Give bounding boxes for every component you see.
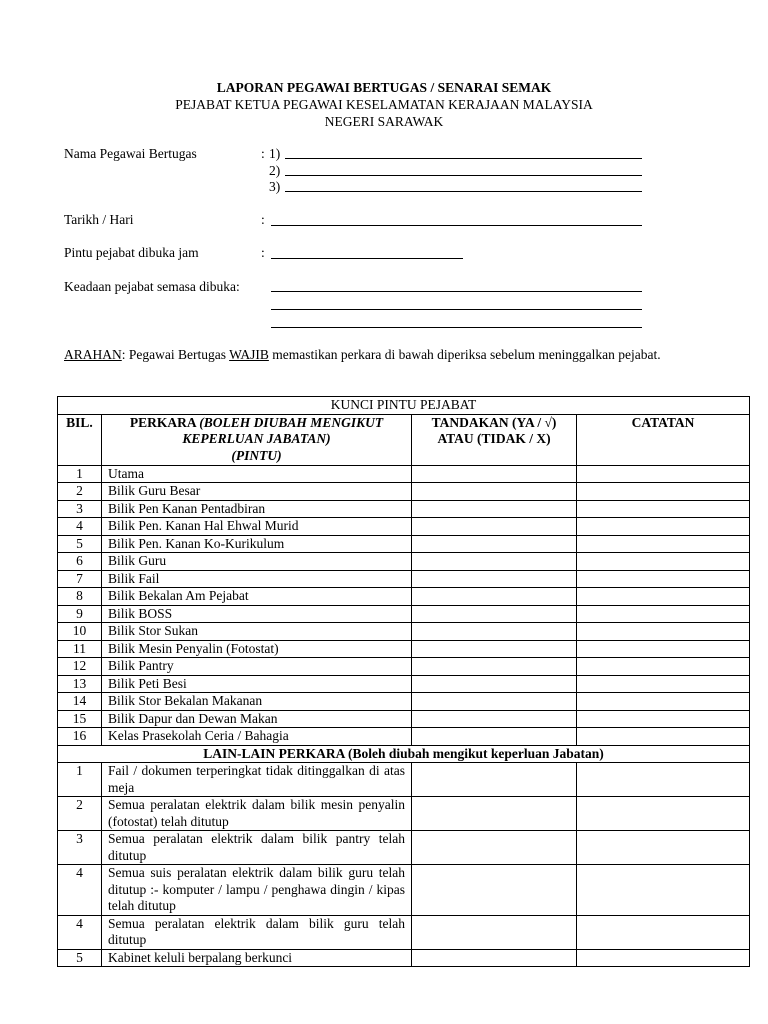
other-item: Semua suis peralatan elektrik dalam bilik guru telah ditutup :- komputer / lampu / penghawa dingin / kipas telah ditutup bbox=[102, 865, 412, 916]
door-no: 11 bbox=[58, 640, 102, 658]
door-no: 12 bbox=[58, 658, 102, 676]
instruction-paragraph bbox=[64, 346, 739, 364]
door-mark-cell[interactable] bbox=[412, 640, 577, 658]
door-row bbox=[58, 728, 750, 746]
door-open-time-field[interactable] bbox=[271, 258, 463, 259]
other-mark-cell[interactable] bbox=[412, 831, 577, 865]
instruction-text-b: memastikan perkara di bawah diperiksa sebelum meninggalkan pejabat. bbox=[268, 347, 661, 362]
office-condition-label: Keadaan pejabat semasa dibuka: bbox=[64, 279, 240, 294]
office-name: PEJABAT KETUA PEGAWAI KESELAMATAN KERAJAAN MALAYSIA bbox=[175, 97, 593, 112]
other-row bbox=[58, 949, 750, 967]
section-title-row bbox=[58, 397, 750, 415]
other-notes-cell[interactable] bbox=[577, 797, 750, 831]
door-mark-cell[interactable] bbox=[412, 710, 577, 728]
door-no: 5 bbox=[58, 535, 102, 553]
door-mark-cell[interactable] bbox=[412, 518, 577, 536]
door-notes-cell[interactable] bbox=[577, 640, 750, 658]
other-mark-cell[interactable] bbox=[412, 865, 577, 916]
door-item: Utama bbox=[102, 465, 412, 483]
door-item: Bilik BOSS bbox=[102, 605, 412, 623]
instruction-text-a: : Pegawai Bertugas bbox=[121, 347, 230, 362]
door-notes-cell[interactable] bbox=[577, 553, 750, 571]
door-row bbox=[58, 710, 750, 728]
other-no: 5 bbox=[58, 949, 102, 967]
other-item: Kabinet keluli berpalang berkunci bbox=[102, 949, 412, 967]
door-item: Kelas Prasekolah Ceria / Bahagia bbox=[102, 728, 412, 746]
door-item: Bilik Pen. Kanan Ko-Kurikulum bbox=[102, 535, 412, 553]
door-row bbox=[58, 465, 750, 483]
door-no: 10 bbox=[58, 623, 102, 641]
other-row bbox=[58, 865, 750, 916]
door-no: 4 bbox=[58, 518, 102, 536]
door-item: Bilik Mesin Penyalin (Fotostat) bbox=[102, 640, 412, 658]
other-item: Fail / dokumen terperingkat tidak ditinggalkan di atas meja bbox=[102, 763, 412, 797]
door-no: 3 bbox=[58, 500, 102, 518]
door-item: Bilik Bekalan Am Pejabat bbox=[102, 588, 412, 606]
door-no: 8 bbox=[58, 588, 102, 606]
date-colon: : bbox=[261, 212, 265, 227]
other-no: 4 bbox=[58, 865, 102, 916]
office-condition-field-2[interactable] bbox=[271, 309, 642, 310]
date-field[interactable] bbox=[271, 225, 642, 226]
door-item: Bilik Guru Besar bbox=[102, 483, 412, 501]
col-header-no: BIL. bbox=[58, 414, 102, 465]
instruction-must: WAJIB bbox=[229, 347, 269, 362]
officer-colon: : bbox=[261, 146, 265, 161]
other-item: Semua peralatan elektrik dalam bilik pantry telah ditutup bbox=[102, 831, 412, 865]
other-no: 2 bbox=[58, 797, 102, 831]
door-notes-cell[interactable] bbox=[577, 693, 750, 711]
officer-num-2: 2) bbox=[269, 163, 281, 178]
door-no: 2 bbox=[58, 483, 102, 501]
door-item: Bilik Peti Besi bbox=[102, 675, 412, 693]
door-notes-cell[interactable] bbox=[577, 570, 750, 588]
door-no: 15 bbox=[58, 710, 102, 728]
door-notes-cell[interactable] bbox=[577, 675, 750, 693]
door-mark-cell[interactable] bbox=[412, 588, 577, 606]
other-notes-cell[interactable] bbox=[577, 865, 750, 916]
door-row bbox=[58, 675, 750, 693]
door-mark-cell[interactable] bbox=[412, 693, 577, 711]
other-no: 3 bbox=[58, 831, 102, 865]
door-no: 1 bbox=[58, 465, 102, 483]
door-row bbox=[58, 640, 750, 658]
officer-label: Nama Pegawai Bertugas bbox=[64, 146, 197, 161]
door-no: 14 bbox=[58, 693, 102, 711]
door-row bbox=[58, 693, 750, 711]
other-mark-cell[interactable] bbox=[412, 763, 577, 797]
door-notes-cell[interactable] bbox=[577, 588, 750, 606]
door-notes-cell[interactable] bbox=[577, 535, 750, 553]
door-open-label: Pintu pejabat dibuka jam bbox=[64, 245, 199, 260]
door-row bbox=[58, 623, 750, 641]
other-item: Semua peralatan elektrik dalam bilik mesin penyalin (fotostat) telah ditutup bbox=[102, 797, 412, 831]
officer-num-1: 1) bbox=[269, 146, 281, 161]
officer-field-1[interactable] bbox=[285, 158, 642, 159]
col-header-item-sub: (PINTU) bbox=[231, 447, 282, 463]
door-row bbox=[58, 605, 750, 623]
door-item: Bilik Pen. Kanan Hal Ehwal Murid bbox=[102, 518, 412, 536]
door-row bbox=[58, 518, 750, 536]
other-notes-cell[interactable] bbox=[577, 763, 750, 797]
other-notes-cell[interactable] bbox=[577, 915, 750, 949]
door-notes-cell[interactable] bbox=[577, 658, 750, 676]
report-title: LAPORAN PEGAWAI BERTUGAS / SENARAI SEMAK bbox=[216, 80, 552, 95]
door-no: 6 bbox=[58, 553, 102, 571]
column-header-row bbox=[58, 414, 750, 465]
door-row bbox=[58, 500, 750, 518]
other-notes-cell[interactable] bbox=[577, 949, 750, 967]
door-row bbox=[58, 570, 750, 588]
door-mark-cell[interactable] bbox=[412, 535, 577, 553]
door-notes-cell[interactable] bbox=[577, 710, 750, 728]
door-notes-cell[interactable] bbox=[577, 728, 750, 746]
door-item: Bilik Pantry bbox=[102, 658, 412, 676]
door-row bbox=[58, 553, 750, 571]
door-mark-cell[interactable] bbox=[412, 483, 577, 501]
door-notes-cell[interactable] bbox=[577, 605, 750, 623]
col-header-mark: TANDAKAN (YA / √) ATAU (TIDAK / X) bbox=[412, 414, 577, 465]
other-row bbox=[58, 763, 750, 797]
door-row bbox=[58, 483, 750, 501]
checklist-table bbox=[57, 396, 750, 967]
other-mark-cell[interactable] bbox=[412, 915, 577, 949]
door-notes-cell[interactable] bbox=[577, 483, 750, 501]
other-no: 1 bbox=[58, 763, 102, 797]
door-mark-cell[interactable] bbox=[412, 500, 577, 518]
other-no: 4 bbox=[58, 915, 102, 949]
door-mark-cell[interactable] bbox=[412, 623, 577, 641]
door-mark-cell[interactable] bbox=[412, 728, 577, 746]
other-row bbox=[58, 797, 750, 831]
door-mark-cell[interactable] bbox=[412, 675, 577, 693]
date-label: Tarikh / Hari bbox=[64, 212, 134, 227]
door-notes-cell[interactable] bbox=[577, 623, 750, 641]
door-notes-cell[interactable] bbox=[577, 518, 750, 536]
col-header-item-main: PERKARA bbox=[129, 414, 200, 430]
door-item: Bilik Pen Kanan Pentadbiran bbox=[102, 500, 412, 518]
checklist-table-body bbox=[58, 397, 750, 967]
officer-field-3[interactable] bbox=[285, 191, 642, 192]
door-no: 9 bbox=[58, 605, 102, 623]
other-mark-cell[interactable] bbox=[412, 949, 577, 967]
instruction-label: ARAHAN bbox=[64, 347, 122, 362]
door-item: Bilik Stor Bekalan Makanan bbox=[102, 693, 412, 711]
door-open-colon: : bbox=[261, 245, 265, 260]
door-no: 16 bbox=[58, 728, 102, 746]
door-mark-cell[interactable] bbox=[412, 553, 577, 571]
door-mark-cell[interactable] bbox=[412, 605, 577, 623]
other-row bbox=[58, 915, 750, 949]
col-header-item bbox=[102, 414, 412, 465]
door-item: Bilik Guru bbox=[102, 553, 412, 571]
officer-num-3: 3) bbox=[269, 179, 281, 194]
other-item: Semua peralatan elektrik dalam bilik guru telah ditutup bbox=[102, 915, 412, 949]
other-row bbox=[58, 831, 750, 865]
office-condition-field-3[interactable] bbox=[271, 327, 642, 328]
door-row bbox=[58, 535, 750, 553]
door-notes-cell[interactable] bbox=[577, 465, 750, 483]
other-notes-cell[interactable] bbox=[577, 831, 750, 865]
office-condition-field-1[interactable] bbox=[271, 291, 642, 292]
door-no: 7 bbox=[58, 570, 102, 588]
door-item: Bilik Fail bbox=[102, 570, 412, 588]
door-row bbox=[58, 658, 750, 676]
state-name: NEGERI SARAWAK bbox=[324, 114, 444, 129]
col-header-notes: CATATAN bbox=[577, 414, 750, 465]
other-section-title: LAIN-LAIN PERKARA (Boleh diubah mengikut keperluan Jabatan) bbox=[58, 745, 750, 763]
door-notes-cell[interactable] bbox=[577, 500, 750, 518]
door-item: Bilik Stor Sukan bbox=[102, 623, 412, 641]
section-title: KUNCI PINTU PEJABAT bbox=[58, 397, 750, 415]
door-mark-cell[interactable] bbox=[412, 658, 577, 676]
door-mark-cell[interactable] bbox=[412, 465, 577, 483]
door-row bbox=[58, 588, 750, 606]
other-section-row bbox=[58, 745, 750, 763]
door-item: Bilik Dapur dan Dewan Makan bbox=[102, 710, 412, 728]
door-mark-cell[interactable] bbox=[412, 570, 577, 588]
officer-field-2[interactable] bbox=[285, 175, 642, 176]
other-mark-cell[interactable] bbox=[412, 797, 577, 831]
door-no: 13 bbox=[58, 675, 102, 693]
col-header-item-note: (BOLEH DIUBAH MENGIKUT KEPERLUAN JABATAN) bbox=[182, 414, 384, 446]
